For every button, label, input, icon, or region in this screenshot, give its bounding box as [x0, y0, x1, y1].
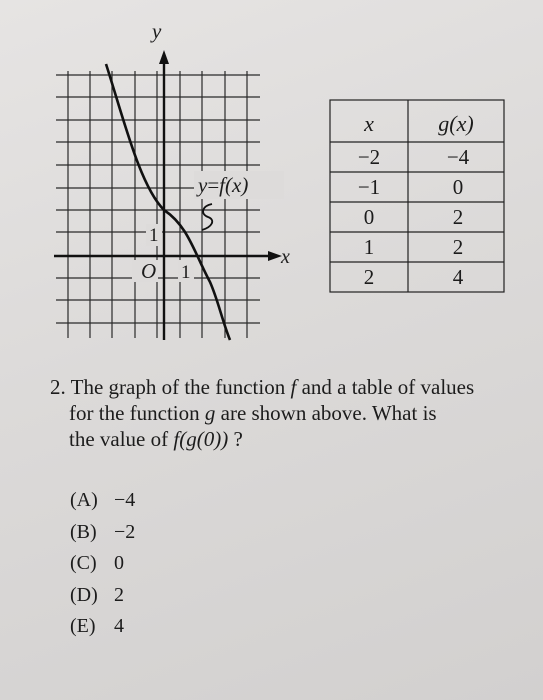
question-line-3 [50, 426, 540, 452]
y-axis-label: y [152, 19, 162, 43]
table-cell-g: 4 [452, 265, 464, 289]
curve-label [196, 173, 248, 197]
function-graph [40, 19, 290, 350]
question-text [50, 374, 540, 452]
curve-label-equals: = [207, 173, 220, 197]
function-curve [106, 64, 230, 340]
table-outer-border [330, 100, 504, 292]
question-number: 2. [50, 375, 66, 399]
answer-choices [70, 485, 135, 643]
table-row [358, 145, 470, 169]
choice-letter: (D) [70, 583, 98, 606]
curve-label-y: y [198, 173, 208, 197]
table-row [364, 205, 464, 229]
choice-a[interactable] [70, 485, 135, 517]
table-cell-x: 1 [363, 235, 375, 259]
curve-label-fx: f(x) [219, 173, 249, 197]
y-axis [159, 50, 169, 340]
curve-label-leader [202, 204, 212, 230]
choice-b[interactable] [70, 517, 135, 549]
function-f-symbol: f [290, 375, 297, 399]
question-text-3a: the value of [69, 427, 169, 451]
table-cell-g: 2 [452, 235, 464, 259]
table-row [364, 235, 464, 259]
question-text-1a: The graph of the function [70, 375, 286, 399]
table-lines [330, 100, 504, 292]
table-row [358, 175, 463, 199]
table-cell-x: 2 [363, 265, 375, 289]
y-tick-label-1: 1 [149, 225, 159, 246]
choice-letter: (B) [70, 520, 97, 543]
choice-c[interactable] [70, 548, 135, 580]
choice-value: 0 [114, 552, 124, 574]
x-tick-label-1: 1 [181, 262, 191, 283]
choice-d[interactable] [70, 580, 135, 612]
question-line-1 [50, 374, 540, 400]
table-cell-g: −4 [446, 145, 470, 169]
choice-letter: (C) [70, 552, 97, 574]
table-cell-x: −2 [357, 145, 381, 169]
table-header-g: g(x) [438, 111, 474, 136]
x-axis [54, 251, 282, 261]
choice-e[interactable] [70, 611, 135, 643]
composite-expression: f(g(0)) [173, 427, 229, 451]
origin-label: O [141, 259, 157, 283]
question-text-2a: for the function [69, 401, 200, 425]
choice-letter: (A) [70, 489, 98, 511]
choice-value: −2 [114, 520, 136, 543]
table-row [364, 265, 464, 289]
choice-value: −4 [114, 489, 136, 511]
choice-letter: (E) [70, 615, 96, 637]
function-g-symbol: g [204, 401, 216, 425]
choice-value: 2 [114, 583, 124, 606]
question-text-1b: and a table of values [301, 375, 475, 399]
question-line-2 [50, 400, 540, 426]
question-mark: ? [233, 427, 243, 451]
question-text-2b: are shown above. What is [220, 401, 437, 425]
values-table [330, 100, 505, 294]
choice-value: 4 [114, 615, 124, 637]
table-cell-x: −1 [357, 175, 381, 199]
table-cell-x: 0 [363, 205, 375, 229]
x-axis-label: x [281, 246, 290, 268]
table-cell-g: 2 [452, 205, 464, 229]
table-cell-g: 0 [452, 175, 464, 199]
table-header-x: x [364, 111, 374, 136]
